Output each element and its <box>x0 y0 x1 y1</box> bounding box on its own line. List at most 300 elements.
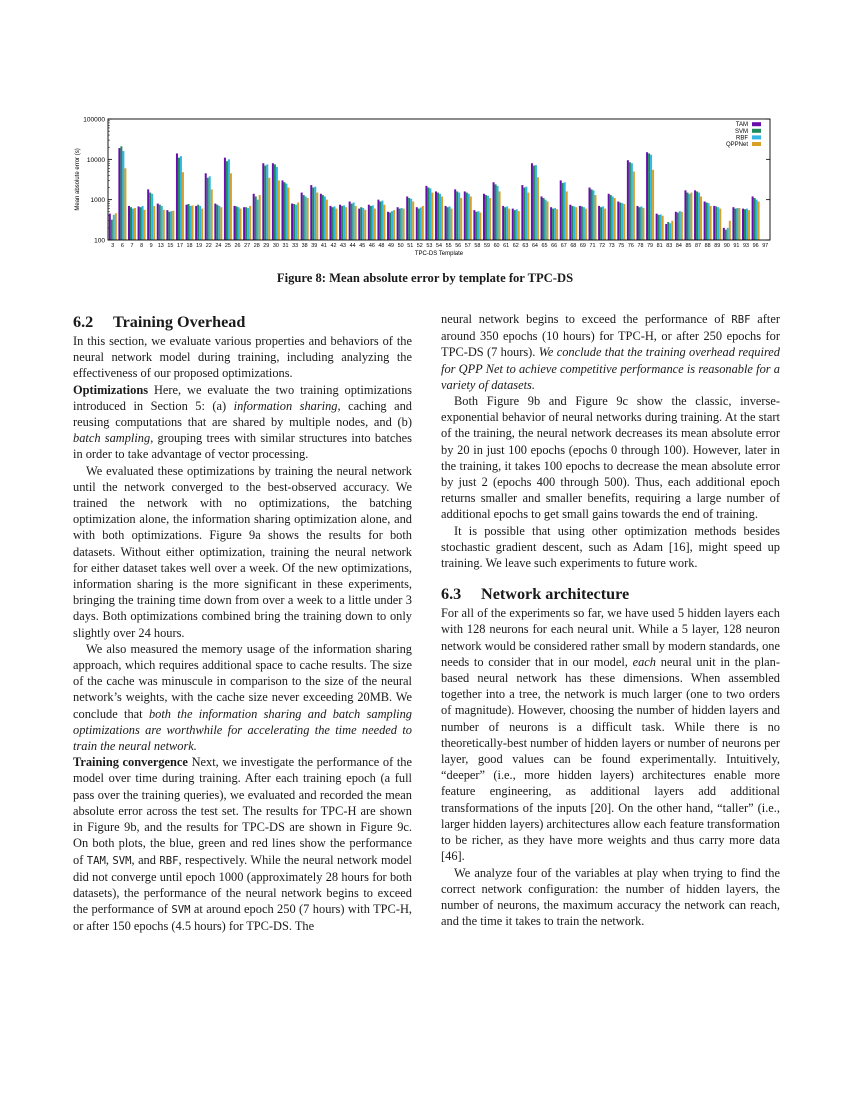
x-tick-label: 46 <box>368 243 375 249</box>
code: RBF <box>731 314 751 326</box>
x-tick-label: 61 <box>503 243 510 249</box>
bar <box>301 193 303 240</box>
bar <box>487 196 489 240</box>
emphasis: We conclude that the training overhead required for QPP Net to achieve competitive performance is reasonable for a variety of datasets. <box>441 345 780 392</box>
code: SVM <box>112 854 132 867</box>
legend-swatch <box>752 129 761 133</box>
bar <box>420 207 422 240</box>
bar <box>754 198 756 240</box>
bar <box>214 204 216 240</box>
bar <box>564 182 566 240</box>
bar <box>201 209 203 240</box>
x-axis-label: TPC-DS Template <box>414 251 464 257</box>
bar <box>401 208 403 240</box>
bar <box>416 207 418 240</box>
bar <box>470 196 472 240</box>
bar <box>343 205 345 240</box>
bar <box>454 189 456 240</box>
text: Here, we evaluate the two training optimizations introduced in Section 5: (a) <box>73 382 412 413</box>
bar <box>399 209 401 240</box>
bar <box>188 204 190 240</box>
paragraph <box>441 311 780 393</box>
bar <box>514 210 516 240</box>
bar <box>575 207 577 240</box>
bar <box>170 211 172 240</box>
bar <box>667 222 669 240</box>
bar <box>464 191 466 240</box>
legend-label: RBF <box>736 135 748 142</box>
text: , respectively. While the neural network model did not converge until epoch 1000 (approximately 28 hours for both datasets), the performance of the neural network begins to exceed the performance of <box>73 852 412 917</box>
bar <box>172 211 174 240</box>
bar <box>518 211 520 240</box>
bar <box>427 188 429 240</box>
bar <box>734 209 736 240</box>
bar <box>429 188 431 240</box>
bar <box>696 191 698 240</box>
bar <box>358 209 360 240</box>
x-tick-label: 45 <box>359 243 366 249</box>
bar <box>746 209 748 240</box>
bar <box>614 198 616 240</box>
bar <box>617 202 619 240</box>
bar <box>679 211 681 240</box>
bar <box>326 200 328 240</box>
section-number: 6.2 <box>73 313 94 331</box>
bar <box>502 206 504 240</box>
x-tick-label: 28 <box>253 243 260 249</box>
bar <box>736 208 738 240</box>
bar <box>379 202 381 240</box>
bar <box>552 209 554 240</box>
bar <box>115 213 117 240</box>
bar <box>497 186 499 240</box>
bar <box>758 202 760 240</box>
bar <box>295 205 297 240</box>
legend-label: TAM <box>735 122 748 129</box>
bar <box>690 193 692 240</box>
bar <box>727 228 729 240</box>
x-tick-label: 52 <box>416 243 423 249</box>
bar <box>134 208 136 240</box>
x-tick-label: 48 <box>378 243 385 249</box>
bar <box>312 188 314 240</box>
bar <box>408 198 410 240</box>
legend-swatch <box>752 135 761 139</box>
bar <box>387 212 389 240</box>
bar <box>545 200 547 240</box>
bar <box>504 207 506 240</box>
bar <box>535 165 537 240</box>
bar <box>756 200 758 240</box>
bar <box>377 200 379 240</box>
bar <box>297 203 299 240</box>
bar <box>675 212 677 240</box>
bar <box>406 196 408 240</box>
bar <box>240 209 242 240</box>
bar <box>268 178 270 240</box>
bar <box>738 208 740 240</box>
bar <box>656 214 658 240</box>
bar <box>238 207 240 240</box>
bar <box>610 195 612 240</box>
bar <box>374 209 376 240</box>
x-tick-label: 93 <box>743 243 750 249</box>
bar <box>499 191 501 240</box>
bar <box>422 206 424 240</box>
bar <box>752 196 754 240</box>
bar <box>631 163 633 240</box>
legend-label: QPPNet <box>725 142 748 148</box>
bar <box>686 193 688 240</box>
bar <box>397 207 399 240</box>
bar <box>512 209 514 240</box>
x-tick-label: 62 <box>512 243 519 249</box>
bar <box>729 221 731 240</box>
bar <box>598 206 600 240</box>
bar <box>278 180 280 240</box>
bar <box>445 206 447 240</box>
bar <box>368 205 370 240</box>
run-in-heading: Optimizations <box>73 382 149 397</box>
bar <box>353 203 355 240</box>
x-tick-label: 9 <box>149 243 153 249</box>
bar <box>199 206 201 240</box>
bar <box>182 172 184 240</box>
section-heading-6-2 <box>73 312 412 332</box>
bar <box>706 203 708 240</box>
bar <box>226 161 228 240</box>
text: , and <box>131 852 160 867</box>
section-number: 6.3 <box>441 585 462 604</box>
bar <box>698 193 700 240</box>
bar <box>489 198 491 240</box>
x-tick-label: 90 <box>723 243 730 249</box>
x-tick-label: 60 <box>493 243 500 249</box>
x-tick-label: 67 <box>560 243 567 249</box>
bar <box>694 190 696 240</box>
bar <box>305 196 307 240</box>
bar <box>159 205 161 240</box>
bar <box>157 204 159 240</box>
x-tick-label: 17 <box>176 243 183 249</box>
bar <box>627 160 629 240</box>
text: , <box>105 852 113 867</box>
left-column <box>73 312 412 935</box>
x-tick-label: 75 <box>618 243 625 249</box>
paragraph: In this section, we evaluate various properties and behaviors of the neural network model during training, including analyzing the effectiveness of our proposed optimizations. <box>73 334 412 381</box>
x-tick-label: 63 <box>522 243 529 249</box>
bar <box>205 173 207 240</box>
bar <box>339 205 341 240</box>
bar <box>351 204 353 240</box>
bar <box>362 208 364 240</box>
x-tick-label: 81 <box>656 243 663 249</box>
bar <box>744 209 746 240</box>
bar <box>425 186 427 240</box>
paragraph-training-convergence <box>73 754 412 934</box>
bar <box>303 195 305 240</box>
x-tick-label: 78 <box>637 243 644 249</box>
x-tick-label: 59 <box>483 243 490 249</box>
bar <box>437 193 439 240</box>
bar <box>370 206 372 240</box>
x-tick-label: 51 <box>407 243 414 249</box>
bar <box>389 213 391 240</box>
bar <box>209 176 211 240</box>
bar <box>180 156 182 240</box>
bar <box>717 207 719 240</box>
bar <box>274 164 276 240</box>
bar <box>310 185 312 240</box>
bar <box>249 206 251 240</box>
bar <box>349 202 351 240</box>
bar <box>633 171 635 240</box>
bar <box>331 207 333 240</box>
x-tick-label: 84 <box>675 243 682 249</box>
x-tick-label: 33 <box>292 243 299 249</box>
bar <box>602 206 604 240</box>
x-tick-label: 27 <box>244 243 251 249</box>
bar <box>333 206 335 240</box>
y-tick-label: 100000 <box>83 116 105 124</box>
code: RBF <box>159 854 179 867</box>
x-tick-label: 73 <box>608 243 615 249</box>
bar <box>688 194 690 240</box>
bar <box>451 209 453 240</box>
x-tick-label: 6 <box>120 243 124 249</box>
bar <box>571 206 573 240</box>
bar <box>648 153 650 240</box>
bar <box>562 183 564 240</box>
x-tick-label: 56 <box>455 243 462 249</box>
bar-chart <box>70 112 780 260</box>
legend-swatch <box>752 142 761 146</box>
x-tick-label: 54 <box>436 243 442 249</box>
bar <box>677 213 679 240</box>
bar <box>391 211 393 240</box>
bar <box>287 188 289 240</box>
bar <box>153 206 155 240</box>
bar <box>456 191 458 240</box>
x-tick-label: 66 <box>551 243 558 249</box>
bar <box>477 211 479 240</box>
bar <box>262 163 264 240</box>
bar <box>566 191 568 240</box>
x-tick-label: 69 <box>579 243 586 249</box>
section-title: Training Overhead <box>113 313 246 331</box>
bar <box>341 206 343 240</box>
bar <box>218 206 220 240</box>
bar <box>418 209 420 240</box>
bar <box>473 210 475 240</box>
bar <box>583 207 585 240</box>
bar <box>593 190 595 240</box>
bar <box>475 212 477 240</box>
bar <box>253 194 255 240</box>
text: after around 350 epochs (10 hours) for TPC-H, or after 250 epochs for TPC-DS (7 hours). <box>441 312 781 360</box>
emphasis: both the information sharing and batch sampling optimizations are worthwhile for accelerating the time needed to train the neural network. <box>73 706 412 754</box>
bar <box>640 206 642 240</box>
x-tick-label: 22 <box>205 243 212 249</box>
bar <box>533 166 535 240</box>
bar <box>245 207 247 240</box>
bar <box>600 207 602 240</box>
x-tick-label: 53 <box>426 243 433 249</box>
bar <box>660 214 662 240</box>
x-tick-label: 44 <box>349 243 356 249</box>
bar <box>113 215 115 240</box>
bar <box>531 163 533 240</box>
bar <box>166 210 168 240</box>
bar <box>383 205 385 240</box>
bar <box>272 163 274 240</box>
figure-caption: Figure 8: Mean absolute error by template for TPC-DS <box>276 271 574 285</box>
bar <box>322 195 324 240</box>
paragraph: We evaluated these optimizations by training the neural network until the network converged to the best-observed accuracy. We trained the network with no optimizations, the batching optimization alone, the information sharing optimization alone, and with both optimizations. Figure 9a shows the results for both datasets. Without either optimization, training the neural network for either dataset takes well over a week. Of the new optimizations, information sharing is the more significant in these experiments, bringing the training time down from over a week to a little under 3 days. Both optimizations combined bring the training down to only slightly over 24 hours. <box>73 463 412 640</box>
bar <box>109 214 111 240</box>
bar <box>234 206 236 240</box>
x-tick-label: 30 <box>272 243 279 249</box>
bar <box>650 155 652 240</box>
bar <box>715 206 717 240</box>
bar <box>142 206 144 240</box>
bar <box>207 178 209 240</box>
bar <box>439 194 441 240</box>
x-tick-label: 29 <box>263 243 270 249</box>
bar <box>314 187 316 240</box>
bar <box>161 206 163 240</box>
x-tick-label: 50 <box>397 243 404 249</box>
bar <box>458 193 460 240</box>
bar <box>360 207 362 240</box>
bar <box>684 190 686 240</box>
bar <box>612 196 614 240</box>
x-tick-label: 24 <box>215 243 222 249</box>
x-tick-label: 43 <box>340 243 347 249</box>
bar <box>230 173 232 240</box>
bar <box>236 206 238 240</box>
bar <box>130 207 132 240</box>
x-tick-label: 13 <box>157 243 164 249</box>
emphasis: each <box>632 654 656 669</box>
x-tick-label: 8 <box>140 243 144 249</box>
x-tick-label: 31 <box>282 243 289 249</box>
bar <box>345 207 347 240</box>
bar <box>569 205 571 240</box>
bar <box>554 208 556 240</box>
x-tick-label: 87 <box>695 243 702 249</box>
bar <box>435 191 437 240</box>
bar <box>197 205 199 240</box>
x-tick-label: 72 <box>599 243 606 249</box>
bar <box>168 212 170 240</box>
text: at around epoch 250 (7 hours) with TPC-H, or after 150 epochs (4.5 hours) for TPC-DS. The <box>73 902 412 934</box>
x-tick-label: 38 <box>301 243 308 249</box>
text: neural unit in the plan-based neural network has these dimensions. When assembled together into a tree, the network is much larger (one to two orders of magnitude). However, choosing the number of hidden layers and number of neurons is a difficult task. While there is no theoretically-best number of hidden layers or number of neurons per layer, good values can be found experimentally. Intuitively, “deeper” (i.e., more hidden layers) architectures enable more feature engineering, as additional layers add additional transformations of the inputs [20]. On the other hand, “taller” (i.e., larger hidden layers) architectures allow each feature transformation to be richer, as they have more weights and thus carry more data [46]. <box>441 654 780 864</box>
x-tick-label: 68 <box>570 243 577 249</box>
bar <box>619 203 621 240</box>
bar <box>671 221 673 240</box>
x-tick-label: 91 <box>733 243 740 249</box>
bar <box>713 206 715 240</box>
bar <box>447 207 449 240</box>
bar <box>307 198 309 240</box>
bar <box>525 187 527 240</box>
text: neural network begins to exceed the performance of <box>441 312 732 326</box>
y-tick-label: 1000 <box>90 197 105 205</box>
bar <box>732 207 734 240</box>
bar <box>149 193 151 240</box>
bar <box>264 166 266 240</box>
bar <box>621 203 623 240</box>
x-tick-label: 71 <box>589 243 596 249</box>
bar <box>243 207 245 240</box>
bar <box>211 189 213 240</box>
bar <box>719 209 721 240</box>
bar <box>725 230 727 240</box>
bar <box>665 224 667 240</box>
section-title: Network architecture <box>481 585 630 604</box>
paragraph <box>441 605 780 864</box>
x-tick-label: 76 <box>627 243 634 249</box>
bar <box>431 193 433 240</box>
bar <box>276 167 278 240</box>
bar <box>329 206 331 240</box>
paragraph-optimizations <box>73 382 412 463</box>
x-tick-label: 42 <box>330 243 337 249</box>
bar <box>138 206 140 240</box>
bar <box>485 195 487 240</box>
bar <box>604 209 606 240</box>
bar <box>723 228 725 240</box>
bar <box>291 204 293 240</box>
bar <box>748 210 750 240</box>
bar <box>710 206 712 240</box>
code: TAM <box>86 854 106 867</box>
bar <box>163 210 165 240</box>
paragraph: We analyze four of the variables at play when trying to find the correct network configuration: the number of hidden layers, the number of neurons, the maximum accuracy the network can reach, and the time it takes to train the network. <box>441 865 780 929</box>
bar <box>541 196 543 240</box>
legend-label: SVM <box>734 128 748 135</box>
bar <box>285 184 287 240</box>
bar <box>316 193 318 240</box>
bar <box>662 216 664 240</box>
bar <box>479 213 481 240</box>
bar <box>176 153 178 240</box>
bar <box>708 203 710 240</box>
y-tick-label: 100 <box>94 237 105 245</box>
bar <box>257 200 259 240</box>
emphasis: information sharing <box>233 398 338 413</box>
x-tick-label: 39 <box>311 243 318 249</box>
bar <box>700 196 702 240</box>
y-axis-label: Mean absolute error (s) <box>75 148 81 211</box>
bar <box>652 170 654 240</box>
bar <box>595 195 597 240</box>
bar <box>220 207 222 240</box>
code: SVM <box>171 904 191 917</box>
bar <box>543 198 545 240</box>
bar <box>335 209 337 240</box>
bar <box>178 158 180 240</box>
x-tick-label: 19 <box>196 243 203 249</box>
legend-swatch <box>752 122 761 126</box>
bar <box>192 205 194 240</box>
y-tick-label: 10000 <box>86 156 105 164</box>
bar <box>118 148 120 240</box>
bar <box>147 189 149 240</box>
x-tick-label: 25 <box>224 243 231 249</box>
